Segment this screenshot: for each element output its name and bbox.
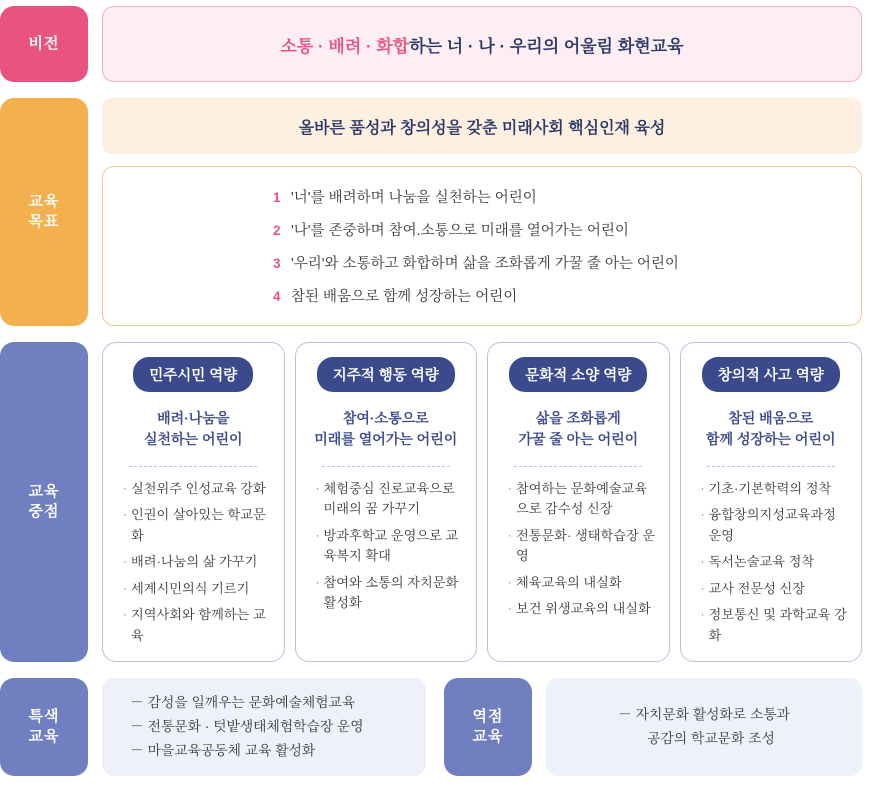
bullet-icon: · bbox=[123, 507, 127, 522]
focus-list-item bbox=[508, 599, 657, 619]
goal-headline: 올바른 품성과 창의성을 갖춘 미래사회 핵심인재 육성 bbox=[102, 98, 862, 154]
goal-label-line1: 교육 bbox=[28, 192, 60, 210]
key-education-content bbox=[546, 678, 862, 776]
focus-list-item bbox=[123, 605, 272, 646]
key-list-item: － 자치문화 활성화로 소통과 bbox=[618, 707, 790, 723]
goal-item-number: 4 bbox=[273, 289, 281, 304]
focus-list-item-text: 방과후학교 운영으로 교육복지 확대 bbox=[323, 527, 459, 564]
focus-list-item-text: 참여하는 문화예술교육으로 감수성 신장 bbox=[516, 481, 648, 517]
focus-card-items bbox=[693, 479, 850, 652]
vision-highlight-text: 소통 · 배려 · 화합 bbox=[280, 36, 410, 56]
divider bbox=[322, 466, 450, 467]
focus-list-item-text: 체험중심 진로교육으로 미래의 꿈 가꾸기 bbox=[323, 481, 455, 517]
focus-list-item bbox=[508, 526, 657, 567]
focus-list-item-text: 전통문화· 생태학습장 운영 bbox=[516, 527, 656, 564]
focus-list-item bbox=[508, 573, 657, 593]
focus-list-item bbox=[316, 526, 465, 567]
special-label-line2: 교육 bbox=[28, 728, 60, 745]
bullet-icon: · bbox=[700, 481, 705, 495]
focus-list-item-text: 기초·기본학력의 정착 bbox=[708, 481, 832, 496]
focus-list-item bbox=[701, 479, 850, 499]
bullet-icon: · bbox=[700, 554, 705, 569]
bullet-icon: · bbox=[508, 527, 512, 542]
bottom-row bbox=[0, 678, 870, 776]
goal-item-number: 3 bbox=[273, 256, 281, 271]
focus-list-item bbox=[123, 505, 272, 546]
organization-diagram bbox=[0, 6, 870, 787]
focus-card-subtitle-line1: 배려·나눔을 bbox=[157, 410, 230, 426]
goal-item-text: 참된 배움으로 함께 성장하는 어린이 bbox=[291, 289, 518, 305]
bullet-icon: · bbox=[700, 507, 705, 522]
focus-card-subtitle bbox=[144, 408, 243, 450]
special-education-content bbox=[102, 678, 426, 776]
focus-list-item bbox=[123, 479, 272, 499]
focus-card-subtitle-line1: 참된 배움으로 bbox=[728, 410, 814, 426]
focus-label-line2: 중점 bbox=[28, 503, 60, 520]
bullet-icon: · bbox=[700, 607, 705, 622]
focus-row bbox=[0, 342, 870, 662]
goal-item-text: '우리'와 소통하고 화합하며 삶을 조화롭게 가꿀 줄 아는 어린이 bbox=[291, 256, 679, 272]
special-list-item: － 전통문화 · 텃밭생태체험학습장 운영 bbox=[130, 719, 364, 735]
goal-item-number: 1 bbox=[273, 190, 281, 205]
focus-card-subtitle-line2: 실천하는 어린이 bbox=[143, 431, 243, 447]
focus-card bbox=[102, 342, 285, 662]
focus-list-item bbox=[508, 479, 657, 520]
focus-list-item-text: 지역사회와 함께하는 교육 bbox=[131, 607, 266, 643]
vision-rest-text: 하는 너 · 나 · 우리의 어울림 화현교육 bbox=[409, 36, 684, 56]
focus-card-title: 민주시민 역량 bbox=[133, 357, 253, 392]
goal-label-line2: 목표 bbox=[28, 213, 60, 230]
focus-label-chip bbox=[0, 342, 88, 662]
focus-list-item bbox=[123, 579, 272, 599]
bullet-icon: · bbox=[315, 527, 320, 542]
focus-list-item bbox=[316, 573, 465, 614]
vision-row bbox=[0, 6, 870, 82]
focus-list-item-text: 세계시민의식 기르기 bbox=[131, 580, 250, 596]
special-list-item: － 마을교육공동체 교육 활성화 bbox=[130, 742, 316, 758]
focus-list-item-text: 체육교육의 내실화 bbox=[516, 574, 622, 590]
goal-label-chip bbox=[0, 98, 88, 326]
bullet-icon: · bbox=[315, 481, 320, 495]
goal-item-number: 2 bbox=[273, 223, 281, 238]
key-label-line2: 교육 bbox=[472, 728, 504, 745]
focus-list-item-text: 보건 위생교육의 내실화 bbox=[516, 601, 651, 617]
divider bbox=[129, 466, 257, 467]
divider bbox=[707, 466, 835, 467]
bullet-icon: · bbox=[508, 601, 512, 616]
focus-card-title: 문화적 소양 역량 bbox=[509, 357, 647, 392]
vision-statement bbox=[102, 6, 862, 82]
bullet-icon: · bbox=[315, 574, 320, 589]
goal-item bbox=[273, 252, 861, 273]
key-list-item: 공감의 학교문화 조성 bbox=[647, 731, 775, 746]
focus-card bbox=[487, 342, 670, 662]
goal-item-text: '너'를 배려하며 나눔을 실천하는 어린이 bbox=[291, 190, 537, 206]
focus-list-item bbox=[701, 552, 850, 572]
focus-card-subtitle-line2: 미래를 열어가는 어린이 bbox=[314, 431, 458, 447]
special-list-item: － 감성을 일깨우는 문화예술체험교육 bbox=[130, 695, 356, 711]
goal-item bbox=[273, 285, 861, 306]
focus-card-title: 창의적 사고 역량 bbox=[702, 357, 840, 392]
focus-card bbox=[680, 342, 863, 662]
bullet-icon: · bbox=[123, 580, 127, 595]
goal-item bbox=[273, 219, 861, 240]
focus-list-item bbox=[701, 505, 850, 546]
divider bbox=[514, 466, 642, 467]
focus-card-subtitle-line1: 참여·소통으로 bbox=[342, 410, 429, 426]
focus-card-subtitle bbox=[706, 408, 836, 450]
focus-card-items bbox=[115, 479, 272, 652]
focus-card-items bbox=[500, 479, 657, 626]
special-label-line1: 특색 bbox=[28, 707, 60, 725]
focus-card-subtitle-line2: 함께 성장하는 어린이 bbox=[706, 431, 836, 447]
special-education-label-chip bbox=[0, 678, 88, 776]
bullet-icon: · bbox=[700, 580, 705, 595]
focus-label-line1: 교육 bbox=[28, 482, 60, 500]
focus-list-item-text: 정보통신 및 과학교육 강화 bbox=[708, 607, 847, 643]
goal-list bbox=[102, 166, 862, 326]
focus-list-item-text: 참여와 소통의 자치문화 활성화 bbox=[323, 574, 459, 611]
bullet-icon: · bbox=[123, 554, 127, 569]
focus-card-subtitle bbox=[518, 408, 638, 450]
focus-list-item-text: 인권이 살아있는 학교문화 bbox=[131, 507, 266, 543]
vision-label-chip: 비전 bbox=[0, 6, 88, 82]
key-education-chip-wrap bbox=[444, 678, 532, 776]
focus-list-item-text: 실천위주 인성교육 강화 bbox=[131, 481, 266, 496]
goal-row bbox=[0, 98, 870, 326]
bullet-icon: · bbox=[123, 607, 127, 622]
focus-list-item bbox=[701, 579, 850, 599]
focus-cards bbox=[102, 342, 862, 662]
focus-card-subtitle-line1: 삶을 조화롭게 bbox=[535, 410, 621, 426]
goal-item bbox=[273, 186, 861, 207]
focus-list-item-text: 교사 전문성 신장 bbox=[708, 580, 806, 596]
bullet-icon: · bbox=[123, 481, 127, 495]
goal-item-text: '나'를 존중하며 참여.소통으로 미래를 열어가는 어린이 bbox=[291, 223, 629, 239]
focus-card-items bbox=[308, 479, 465, 620]
focus-card-title: 지주적 행동 역량 bbox=[317, 357, 455, 392]
focus-list-item bbox=[123, 552, 272, 572]
focus-list-item bbox=[701, 605, 850, 646]
focus-list-item-text: 독서논술교육 정착 bbox=[708, 554, 815, 570]
focus-list-item-text: 배려·나눔의 삶 가꾸기 bbox=[131, 554, 258, 570]
focus-card-subtitle bbox=[314, 408, 457, 450]
focus-card-subtitle-line2: 가꿀 줄 아는 어린이 bbox=[518, 431, 639, 447]
key-education-label-chip bbox=[444, 678, 532, 776]
bullet-icon: · bbox=[508, 574, 512, 589]
focus-list-item bbox=[316, 479, 465, 520]
focus-list-item-text: 융합창의지성교육과정 운영 bbox=[708, 507, 836, 543]
bullet-icon: · bbox=[508, 481, 512, 495]
goal-content bbox=[102, 98, 862, 326]
key-label-line1: 역점 bbox=[472, 707, 504, 725]
focus-card bbox=[295, 342, 478, 662]
